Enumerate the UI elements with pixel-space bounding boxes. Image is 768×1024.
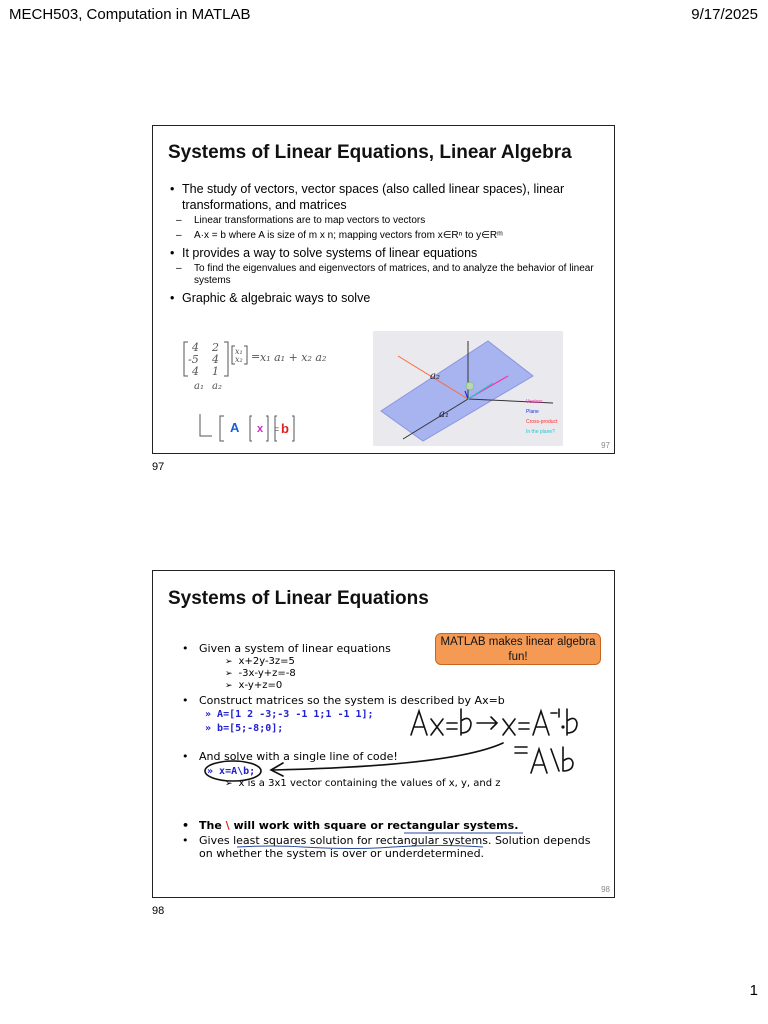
matrix-a-label: A — [230, 420, 240, 435]
equation-diagram — [180, 411, 340, 451]
matlab-callout: MATLAB makes linear algebra fun! — [435, 633, 601, 665]
legend-cross-product: Cross-product — [526, 419, 558, 425]
equation-item: ➢ -3x-y+z=-8 — [225, 668, 296, 680]
svg-text:4: 4 — [192, 365, 199, 378]
svg-text:a₂: a₂ — [430, 371, 440, 382]
sub-bullet: – To find the eigenvalues and eigenvectors of matrices, and to analyze the behavior of linear systems — [172, 263, 608, 287]
document-header-date: 9/17/2025 — [691, 6, 758, 23]
bold-note — [182, 819, 518, 832]
handwritten-matrix-image — [180, 336, 340, 396]
result-note: ➢ x is a 3x1 vector containing the values of x, y, and z — [225, 778, 501, 790]
code-line: » x=A\b; — [207, 766, 255, 777]
svg-text:4: 4 — [212, 353, 219, 366]
legend-plane: Plane — [526, 409, 539, 415]
vector-x-label: x — [257, 423, 264, 435]
slide-number-label: 98 — [152, 905, 165, 917]
slide-title: Systems of Linear Equations, Linear Algebra — [168, 142, 572, 163]
bullet: • Given a system of linear equations — [182, 642, 391, 655]
legend-vectors: Vectors — [526, 399, 543, 405]
bullet: • It provides a way to solve systems of linear equations — [170, 245, 608, 261]
code-line: » b=[5;-8;0]; — [205, 723, 283, 734]
sub-bullet: – Linear transformations are to map vectors to vectors — [172, 215, 608, 227]
document-header-title: MECH503, Computation in MATLAB — [9, 6, 251, 23]
bold-note-text: The — [199, 819, 226, 832]
svg-text:4: 4 — [192, 341, 199, 354]
bullet: • And solve with a single line of code! — [182, 750, 398, 763]
svg-text:a₁: a₁ — [439, 409, 449, 420]
bullet: • Construct matrices so the system is described by Ax=b — [182, 694, 505, 707]
svg-text:x₂: x₂ — [235, 355, 243, 364]
backslash-operator: \ — [225, 819, 230, 832]
svg-text:2: 2 — [212, 341, 219, 354]
svg-text:-5: -5 — [188, 353, 199, 366]
sub-bullet: – A·x = b where A is size of m x n; mapping vectors from x∈Rⁿ to y∈Rᵐ — [172, 230, 608, 242]
svg-text:=: = — [251, 350, 261, 363]
legend-in-plane: In the plane? — [526, 429, 555, 435]
plane-vectors-figure — [373, 331, 563, 446]
vector-b-label: b — [281, 421, 289, 436]
code-line: » A=[1 2 -3;-3 -1 1;1 -1 1]; — [205, 709, 374, 720]
svg-text:1: 1 — [212, 365, 219, 378]
svg-text:a₁: a₁ — [194, 381, 204, 392]
page-number: 1 — [749, 982, 758, 999]
svg-text:a₂: a₂ — [212, 381, 222, 392]
svg-text:x₁ a₁ + x₂ a₂: x₁ a₁ + x₂ a₂ — [260, 351, 327, 364]
equation-item: ➢ x+2y-3z=5 — [225, 656, 295, 668]
slide-body — [170, 181, 608, 308]
slide-body — [153, 571, 614, 897]
slide-number-label: 97 — [152, 461, 165, 473]
slide-97 — [152, 125, 615, 454]
slide-title: Systems of Linear Equations — [168, 588, 429, 609]
equals-sign: = — [274, 424, 280, 434]
bullet: • Gives least squares solution for rectangular systems. Solution depends on whether the system is over or underdetermined. — [182, 834, 594, 860]
bullet: • Graphic & algebraic ways to solve — [170, 290, 608, 306]
bullet: • The study of vectors, vector spaces (also called linear spaces), linear transformations, and matrices — [170, 181, 608, 213]
svg-text:x₁: x₁ — [235, 347, 243, 356]
slide-corner-number: 97 — [601, 441, 610, 450]
equation-item: ➢ x-y+z=0 — [225, 680, 282, 692]
bold-note-text: will work with square or rectangular systems. — [229, 819, 519, 832]
slide-98 — [152, 570, 615, 898]
slide-corner-number: 98 — [601, 885, 610, 894]
plane-legend — [526, 397, 557, 437]
